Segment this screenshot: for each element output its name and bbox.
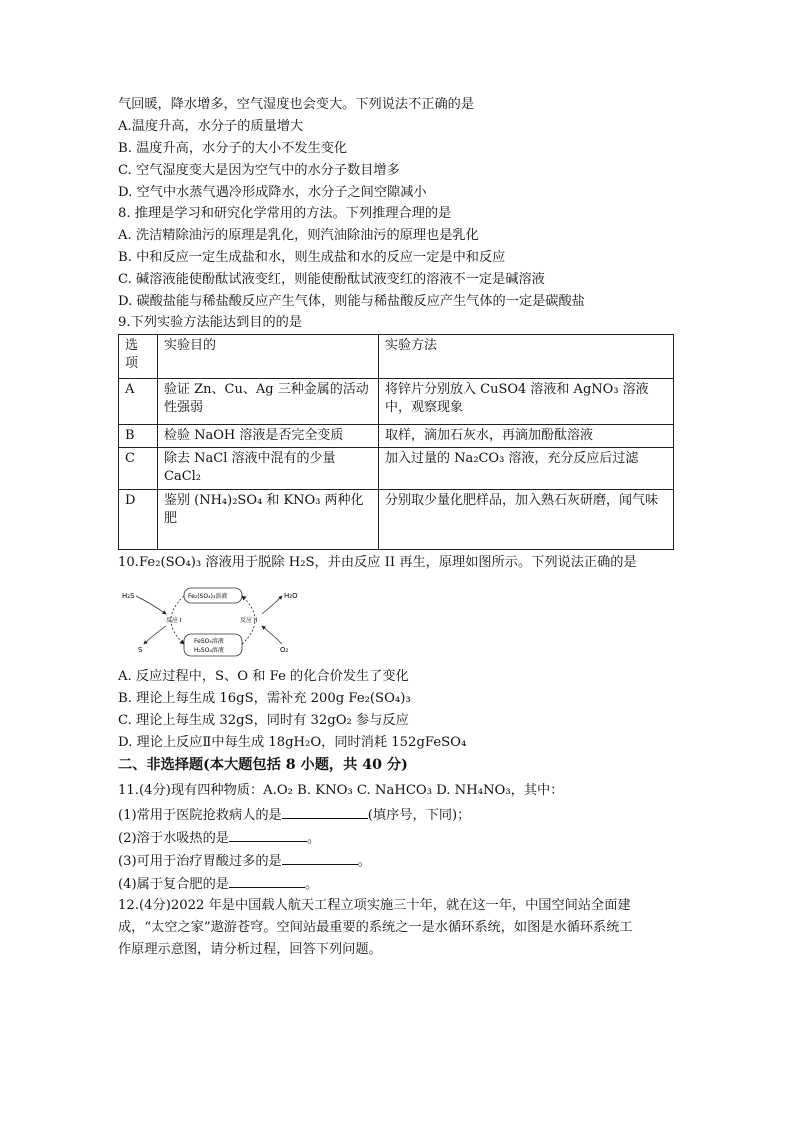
- q7-option-a: A.温度升高，水分子的质量增大: [118, 119, 304, 134]
- q7-option-b: B. 温度升高，水分子的大小不发生变化: [118, 141, 348, 156]
- q10-option-a: A. 反应过程中，S、O 和 Fe 的化合价发生了变化: [118, 669, 409, 684]
- diagram-arrow-s: [144, 626, 166, 644]
- q12-line-2: 成，“太空之家”遨游苍穹。空间站最重要的系统之一是水循环系统，如图是水循环系统工: [118, 920, 633, 935]
- row-option: A: [119, 379, 158, 425]
- row-purpose: 鉴别 (NH₄)₂SO₄ 和 KNO₃ 两种化肥: [158, 490, 379, 550]
- row-purpose: 验证 Zn、Cu、Ag 三种金属的活动性强弱: [158, 379, 379, 425]
- q10-option-b: B. 理论上每生成 16gS，需补充 200g Fe₂(SO₄)₃: [118, 691, 411, 706]
- q8-option-a: A. 洗洁精除油污的原理是乳化，则汽油除油污的原理也是乳化: [118, 228, 479, 243]
- row-option: D: [119, 490, 158, 550]
- q12-line-3: 作原理示意图，请分析过程，回答下列问题。: [118, 942, 382, 957]
- diagram-reaction1-label: 反应 I: [166, 617, 182, 624]
- diagram-arrow-h2s: [136, 596, 166, 614]
- q9-table: [118, 334, 674, 550]
- row-method: 取样，滴加石灰水，再滴加酚酞溶液: [379, 425, 674, 448]
- header-method: 实验方法: [379, 335, 674, 379]
- q11-part-4: (4)属于复合肥的是 。: [118, 877, 319, 892]
- q8-option-c: C. 碱溶液能使酚酞试液变红，则能使酚酞试液变红的溶液不一定是碱溶液: [118, 272, 545, 287]
- q8-stem: 8. 推理是学习和研究化学常用的方法。下列推理合理的是: [118, 206, 452, 221]
- header-option: 选项: [119, 335, 158, 379]
- q7-option-c: C. 空气湿度变大是因为空气中的水分子数目增多: [118, 163, 400, 178]
- q11-stem: 11.(4分)现有四种物质：A.O₂ B. KNO₃ C. NaHCO₃ D. NH₄NO₃，其中：: [118, 783, 564, 798]
- diagram-h2s-label: H₂S: [122, 592, 135, 600]
- q8-option-b: B. 中和反应一定生成盐和水，则生成盐和水的反应一定是中和反应: [118, 250, 506, 265]
- diagram-arrow-h2o: [262, 596, 282, 614]
- table-header-row: [119, 335, 674, 379]
- answer-blank[interactable]: [229, 875, 305, 888]
- diagram-bottom-box-label-2: H₂SO₄溶液: [194, 647, 224, 654]
- table-row: [119, 379, 674, 425]
- diagram-s-label: S: [138, 646, 143, 654]
- row-purpose: 检验 NaOH 溶液是否完全变质: [158, 425, 379, 448]
- q9-stem: 9.下列实验方法能达到目的的是: [118, 315, 303, 330]
- diagram-bottom-box-label-1: FeSO₄溶液: [194, 638, 224, 645]
- row-purpose: 除去 NaCl 溶液中混有的少量 CaCl₂: [158, 448, 379, 490]
- row-option: B: [119, 425, 158, 448]
- diagram-h2o-label: H₂O: [284, 592, 298, 600]
- q8-option-d: D. 碳酸盐能与稀盐酸反应产生气体，则能与稀盐酸反应产生气体的一定是碳酸盐: [118, 294, 585, 309]
- diagram-arrow-o2: [262, 626, 282, 644]
- q11-part-3: (3)可用于治疗胃酸过多的是 。: [118, 854, 371, 869]
- answer-blank[interactable]: [282, 852, 358, 865]
- answer-blank[interactable]: [229, 829, 307, 842]
- q11-part-2: (2)溶于水吸热的是 。: [118, 831, 321, 846]
- header-purpose: 实验目的: [158, 335, 379, 379]
- q10-option-c: C. 理论上每生成 32gS，同时有 32gO₂ 参与反应: [118, 713, 409, 728]
- q11-part-1: (1)常用于医院抢救病人的是 (填序号，下同)；: [118, 808, 471, 823]
- answer-blank[interactable]: [282, 806, 368, 819]
- table-row: [119, 425, 674, 448]
- row-method: 分别取少量化肥样品，加入熟石灰研磨，闻气味: [379, 490, 674, 550]
- q7-stem: 气回暖，降水增多，空气湿度也会变大。下列说法不正确的是: [118, 97, 475, 112]
- q10-stem: 10.Fe₂(SO₄)₃ 溶液用于脱除 H₂S，并由反应 II 再生，原理如图所示。下列说法正确的是: [118, 555, 637, 570]
- q10-option-d: D. 理论上反应Ⅱ中每生成 18gH₂O，同时消耗 152gFeSO₄: [118, 735, 467, 750]
- row-option: C: [119, 448, 158, 490]
- table-row: [119, 448, 674, 490]
- row-method: 将锌片分别放入 CuSO4 溶液和 AgNO₃ 溶液中，观察现象: [379, 379, 674, 425]
- diagram-top-box-label: Fe₂(SO₄)₃溶液: [188, 593, 228, 600]
- diagram-o2-label: O₂: [280, 646, 289, 654]
- row-method: 加入过量的 Na₂CO₃ 溶液，充分反应后过滤: [379, 448, 674, 490]
- q7-option-d: D. 空气中水蒸气遇冷形成降水，水分子之间空隙减小: [118, 185, 427, 200]
- table-row: [119, 490, 674, 550]
- section-2-heading: 二、非选择题(本大题包括 8 小题，共 40 分): [118, 757, 408, 773]
- diagram-reaction2-label: 反应 II: [240, 617, 258, 624]
- q12-line-1: 12.(4分)2022 年是中国载人航天工程立项实施三十年，就在这一年，中国空间站全面建: [118, 898, 631, 913]
- q10-cycle-diagram: [118, 584, 308, 662]
